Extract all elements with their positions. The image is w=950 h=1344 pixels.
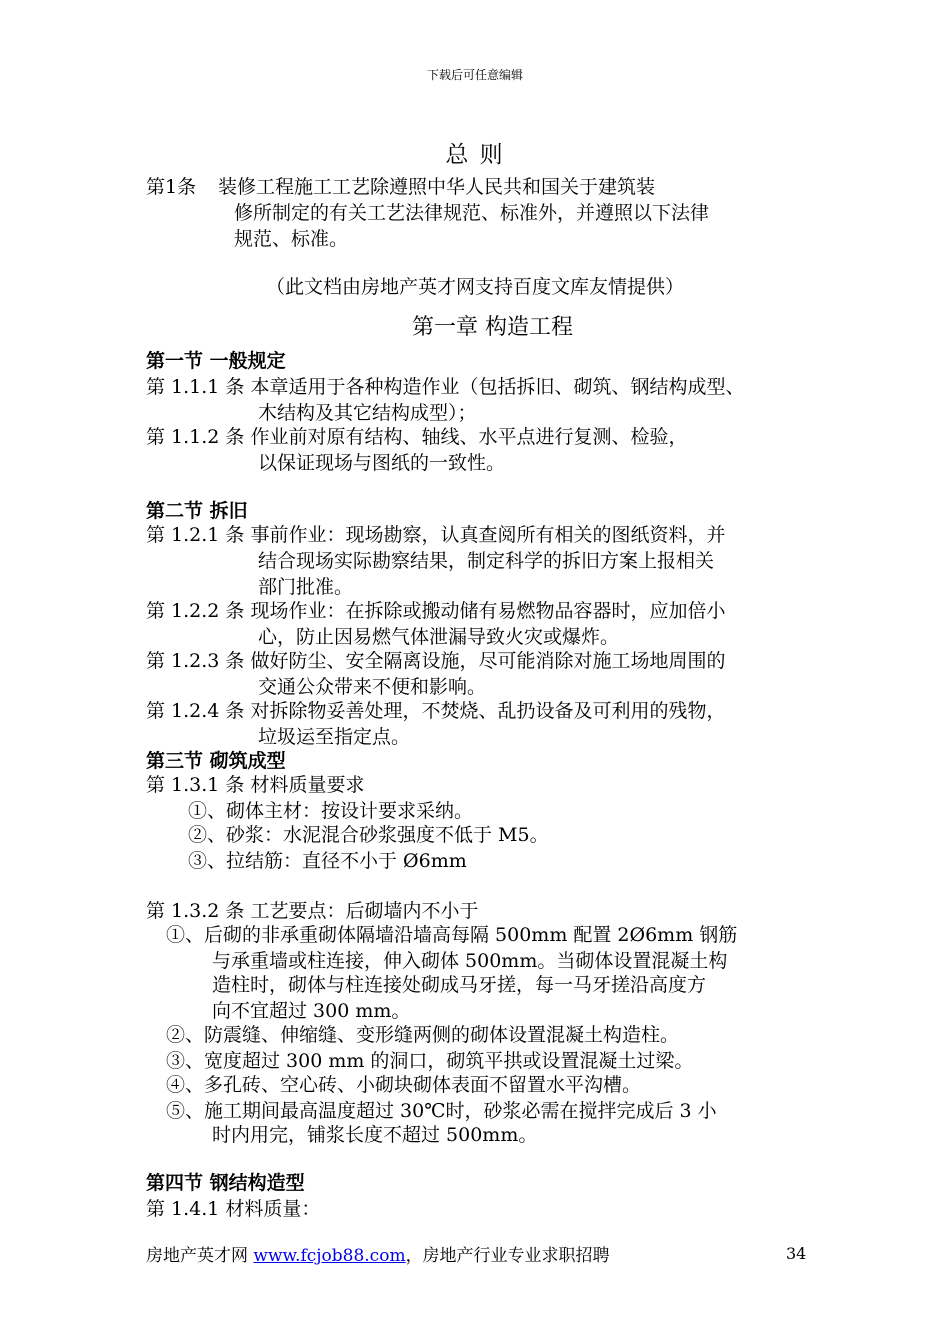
clause-1-1-2-line-2: 以保证现场与图纸的一致性。: [258, 452, 506, 474]
clause-1-2-3-line-2: 交通公众带来不便和影响。: [258, 676, 487, 698]
process-point-3: ③、宽度超过 300 mm 的洞口，砌筑平拱或设置混凝土过梁。: [166, 1050, 694, 1072]
process-point-4: ④、多孔砖、空心砖、小砌块砌体表面不留置水平沟槽。: [166, 1074, 642, 1096]
footer-prefix: 房地产英才网: [146, 1246, 254, 1266]
clause-1-2-2-line-2: 心，防止因易燃气体泄漏导致火灾或爆炸。: [258, 626, 620, 648]
process-point-5-line-1: ⑤、施工期间最高温度超过 30℃时，砂浆必需在搅拌完成后 3 小: [166, 1100, 717, 1122]
page-title: 总 则: [445, 142, 505, 168]
clause-1-2-4-line-2: 垃圾运至指定点。: [258, 726, 411, 748]
page-footer: [146, 1241, 610, 1266]
process-point-2: ②、防震缝、伸缩缝、变形缝两侧的砌体设置混凝土构造柱。: [166, 1024, 680, 1046]
page-header: 下载后可任意编辑: [426, 68, 523, 82]
clause-1-4-1: 第 1.4.1 材料质量：: [146, 1198, 321, 1220]
clause-1-2-2-line-1: 第 1.2.2 条 现场作业：在拆除或搬动储有易燃物品容器时，应加倍小: [146, 600, 726, 622]
clause-1-2-1-line-3: 部门批准。: [258, 576, 354, 598]
clause-1-2-3-line-1: 第 1.2.3 条 做好防尘、安全隔离设施，尽可能消除对施工场地周围的: [146, 650, 726, 672]
material-item-3: ③、拉结筋：直径不小于 Ø6mm: [188, 850, 467, 872]
process-point-1-line-2: 与承重墙或柱连接，伸入砌体 500mm。当砌体设置混凝土构: [212, 950, 728, 972]
clause-1-1-1-line-1: 第 1.1.1 条 本章适用于各种构造作业（包括拆旧、砌筑、钢结构成型、: [146, 376, 745, 398]
process-point-1-line-3: 造柱时，砌体与柱连接处砌成马牙搓，每一马牙搓沿高度方: [212, 974, 707, 996]
clause-1-3-1: 第 1.3.1 条 材料质量要求: [146, 774, 365, 796]
chapter-title: 第一章 构造工程: [412, 315, 573, 340]
material-item-1: ①、砌体主材：按设计要求采纳。: [188, 800, 474, 822]
article-1-line-3: 规范、标准。: [234, 228, 349, 250]
process-point-5-line-2: 时内用完，铺浆长度不超过 500mm。: [212, 1124, 538, 1146]
section-2-title: 第二节 拆旧: [146, 500, 248, 522]
clause-1-3-2: 第 1.3.2 条 工艺要点：后砌墙内不小于: [146, 900, 479, 922]
article-1-line-1: 装修工程施工工艺除遵照中华人民共和国关于建筑装: [218, 176, 656, 198]
process-point-1-line-1: ①、后砌的非承重砌体隔墙沿墙高每隔 500mm 配置 2Ø6mm 钢筋: [166, 924, 738, 946]
clause-1-1-1-line-2: 木结构及其它结构成型）；: [258, 402, 477, 424]
article-1-line-2: 修所制定的有关工艺法律规范、标准外，并遵照以下法律: [234, 202, 710, 224]
source-note: （此文档由房地产英才网支持百度文库友情提供）: [265, 276, 684, 298]
section-4-title: 第四节 钢结构造型: [146, 1172, 305, 1194]
material-item-2: ②、砂浆：水泥混合砂浆强度不低于 M5。: [188, 824, 549, 846]
article-1-number: 第1条: [146, 176, 197, 198]
clause-1-1-2-line-1: 第 1.1.2 条 作业前对原有结构、轴线、水平点进行复测、检验，: [146, 426, 688, 448]
clause-1-2-4-line-1: 第 1.2.4 条 对拆除物妥善处理，不焚烧、乱扔设备及可利用的残物，: [146, 700, 726, 722]
section-3-title: 第三节 砌筑成型: [146, 750, 286, 772]
footer-suffix: ，房地产行业专业求职招聘: [405, 1246, 610, 1266]
footer-link[interactable]: www.fcjob88.com: [253, 1246, 406, 1266]
process-point-1-line-4: 向不宜超过 300 mm。: [212, 1000, 411, 1022]
page-number: 34: [786, 1244, 807, 1263]
clause-1-2-1-line-2: 结合现场实际勘察结果，制定科学的拆旧方案上报相关: [258, 550, 715, 572]
clause-1-2-1-line-1: 第 1.2.1 条 事前作业：现场勘察，认真查阅所有相关的图纸资料，并: [146, 524, 726, 546]
section-1-title: 第一节 一般规定: [146, 350, 286, 372]
